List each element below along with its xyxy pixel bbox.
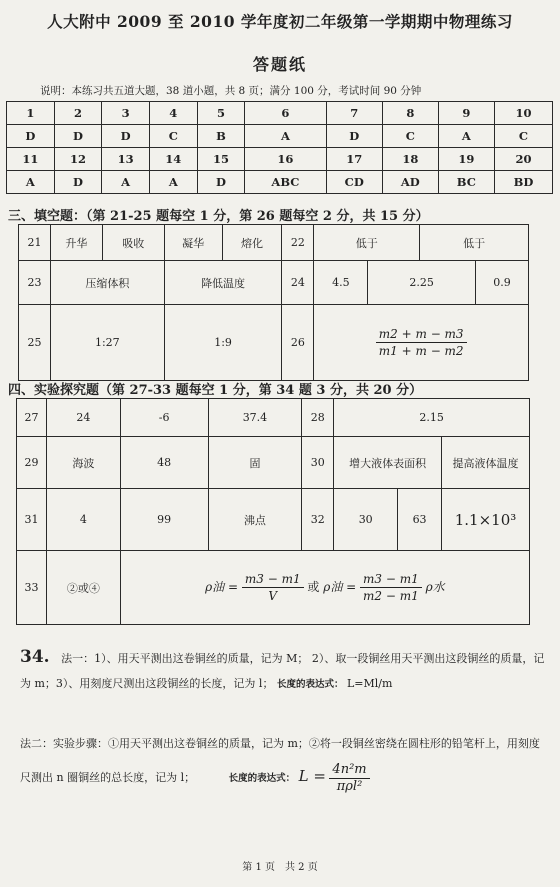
mcq-answer: C: [382, 125, 438, 148]
mcq-answer-table: [6, 101, 553, 194]
answer-cell: 压缩体积: [50, 261, 164, 305]
row-q21-q22: [19, 225, 529, 261]
mcq-answer: D: [326, 125, 382, 148]
mcq-num: 13: [102, 148, 150, 171]
answer-cell: 1:9: [164, 305, 282, 381]
answer-cell: 4: [46, 489, 120, 551]
mcq-answer: CD: [326, 171, 382, 194]
row-q29-q30: [17, 437, 530, 489]
answer-cell: 吸收: [102, 225, 164, 261]
answer-cell: 固: [208, 437, 302, 489]
question-number: 26: [282, 305, 314, 381]
formula-cell: [314, 305, 529, 381]
question-number: 28: [302, 399, 334, 437]
rho-oil-symbol: ρ油: [323, 580, 343, 594]
answer-cell: 2.15: [334, 399, 530, 437]
q34-expr2-lhs: L =: [298, 767, 326, 785]
mcq-row-answers-1: [7, 125, 553, 148]
answer-cell: ②或④: [46, 551, 120, 625]
mcq-num: 12: [54, 148, 102, 171]
section3-table: [18, 224, 529, 381]
q34-expr1: L=Ml/m: [346, 677, 393, 690]
q34-method1: [20, 645, 545, 697]
answer-cell: 沸点: [208, 489, 302, 551]
fraction-denominator: m1 + m − m2: [378, 344, 464, 358]
q34-method2: [20, 728, 545, 795]
question-number: 32: [302, 489, 334, 551]
question-number: 22: [282, 225, 314, 261]
mcq-answer: D: [54, 171, 102, 194]
answer-cell: 凝华: [164, 225, 222, 261]
mcq-num: 16: [245, 148, 326, 171]
mcq-num: 5: [197, 102, 245, 125]
fraction-numerator: m2 + m − m3: [376, 326, 467, 343]
answer-cell: 海波: [46, 437, 120, 489]
mcq-num: 19: [438, 148, 494, 171]
fraction: [376, 326, 467, 359]
formula-cell: ρ油 = $\frac{m3 - m1}{V}$ 或 ρ油 = $\frac{m3 - m1}{m2 - m1}$ ρ水: [120, 551, 529, 625]
mcq-answer: C: [494, 125, 552, 148]
mcq-answer: B: [197, 125, 245, 148]
fraction-numerator: m3 − m1: [360, 571, 422, 588]
mcq-num: 3: [102, 102, 150, 125]
or-text: 或: [307, 580, 320, 594]
mcq-num: 8: [382, 102, 438, 125]
q34-method1-text: 法一：1）、用天平测出这卷铜丝的质量，记为 M； 2）、取一段铜丝用天平测出这段铜丝的质量，记为 m；3）、用刻度尺测出这段铜丝的长度，记为 l；: [20, 652, 545, 690]
row-q25-q26: [19, 305, 529, 381]
row-q23-q24: [19, 261, 529, 305]
section3-heading: 三、填空题：（第 21-25 题每空 1 分，第 26 题每空 2 分，共 15 分）: [8, 209, 429, 224]
rho-oil-symbol: ρ油: [205, 580, 225, 594]
answer-cell: 升华: [50, 225, 102, 261]
fraction: [242, 571, 304, 604]
mcq-answer: D: [7, 125, 55, 148]
section4-table: [16, 398, 530, 625]
answer-cell: 37.4: [208, 399, 302, 437]
answer-cell: 1.1×10³: [442, 489, 530, 551]
mcq-num: 14: [149, 148, 197, 171]
answer-cell: 低于: [420, 225, 529, 261]
question-number: 21: [19, 225, 51, 261]
question-number: 24: [282, 261, 314, 305]
mcq-num: 10: [494, 102, 552, 125]
mcq-answer: AD: [382, 171, 438, 194]
mcq-answer: ABC: [245, 171, 326, 194]
q34-expr1-label: 长度的表达式：: [276, 679, 344, 690]
answer-cell: 熔化: [222, 225, 282, 261]
mcq-num: 11: [7, 148, 55, 171]
mcq-answer: A: [102, 171, 150, 194]
answer-cell: 降低温度: [164, 261, 282, 305]
mcq-answer: D: [54, 125, 102, 148]
mcq-answer: A: [438, 125, 494, 148]
mcq-num: 9: [438, 102, 494, 125]
question-number: 33: [17, 551, 47, 625]
instructions-note: 说明：本练习共五道大题，38 道小题，共 8 页；满分 100 分，考试时间 90 分钟: [40, 85, 422, 97]
mcq-answer: C: [149, 125, 197, 148]
mcq-answer: A: [245, 125, 326, 148]
answer-cell: 2.25: [368, 261, 476, 305]
question-number: 30: [302, 437, 334, 489]
page-subtitle: 答题纸: [252, 55, 307, 74]
mcq-num: 7: [326, 102, 382, 125]
answer-cell: 0.9: [476, 261, 529, 305]
mcq-num: 18: [382, 148, 438, 171]
mcq-num: 20: [494, 148, 552, 171]
mcq-answer: D: [197, 171, 245, 194]
fraction: [360, 571, 422, 604]
mcq-row-answers-2: [7, 171, 553, 194]
mcq-row-numbers-1: [7, 102, 553, 125]
answer-cell: 63: [398, 489, 442, 551]
page-title: 人大附中 2009 至 2010 学年度初二年级第一学期期中物理练习: [47, 12, 513, 31]
question-number: 31: [17, 489, 47, 551]
fraction-numerator: 4n²m: [329, 762, 369, 779]
mcq-num: 17: [326, 148, 382, 171]
q34-expr2-label: 长度的表达式：: [228, 773, 296, 784]
row-q33: [17, 551, 530, 625]
answer-cell: 30: [334, 489, 398, 551]
answer-cell: 增大液体表面积: [334, 437, 442, 489]
fraction-denominator: m2 − m1: [363, 589, 419, 603]
answer-cell: 99: [120, 489, 208, 551]
question-number: 25: [19, 305, 51, 381]
mcq-answer: D: [102, 125, 150, 148]
q34-number: 34.: [20, 647, 50, 667]
page-footer: 第 1 页 共 2 页: [242, 862, 318, 873]
row-q27-q28: [17, 399, 530, 437]
mcq-answer: A: [149, 171, 197, 194]
q34-method2-text: 法二：实验步骤：①用天平测出这卷铜丝的质量，记为 m；②将一段铜丝密绕在圆柱形的铅笔杆上，用刻度尺测出 n 圈铜丝的总长度，记为 l；: [20, 737, 540, 784]
mcq-num: 15: [197, 148, 245, 171]
mcq-num: 2: [54, 102, 102, 125]
mcq-num: 4: [149, 102, 197, 125]
question-number: 27: [17, 399, 47, 437]
answer-cell: -6: [120, 399, 208, 437]
answer-cell: 48: [120, 437, 208, 489]
answer-cell: 提高液体温度: [442, 437, 530, 489]
mcq-num: 6: [245, 102, 326, 125]
rho-water-symbol: ρ水: [425, 580, 445, 594]
mcq-answer: BD: [494, 171, 552, 194]
fraction: [329, 762, 369, 795]
answer-cell: 1:27: [50, 305, 164, 381]
question-number: 23: [19, 261, 51, 305]
fraction-denominator: πρl²: [336, 778, 363, 794]
mcq-num: 1: [7, 102, 55, 125]
section4-heading: 四、实验探究题（第 27-33 题每空 1 分，第 34 题 3 分，共 20 分）: [8, 383, 423, 398]
mcq-answer: A: [7, 171, 55, 194]
mcq-row-numbers-2: [7, 148, 553, 171]
answer-cell: 低于: [314, 225, 420, 261]
row-q31-q32: [17, 489, 530, 551]
answer-cell: 4.5: [314, 261, 368, 305]
mcq-answer: BC: [438, 171, 494, 194]
answer-cell: 24: [46, 399, 120, 437]
fraction-denominator: V: [268, 589, 278, 603]
fraction-numerator: m3 − m1: [242, 571, 304, 588]
question-number: 29: [17, 437, 47, 489]
